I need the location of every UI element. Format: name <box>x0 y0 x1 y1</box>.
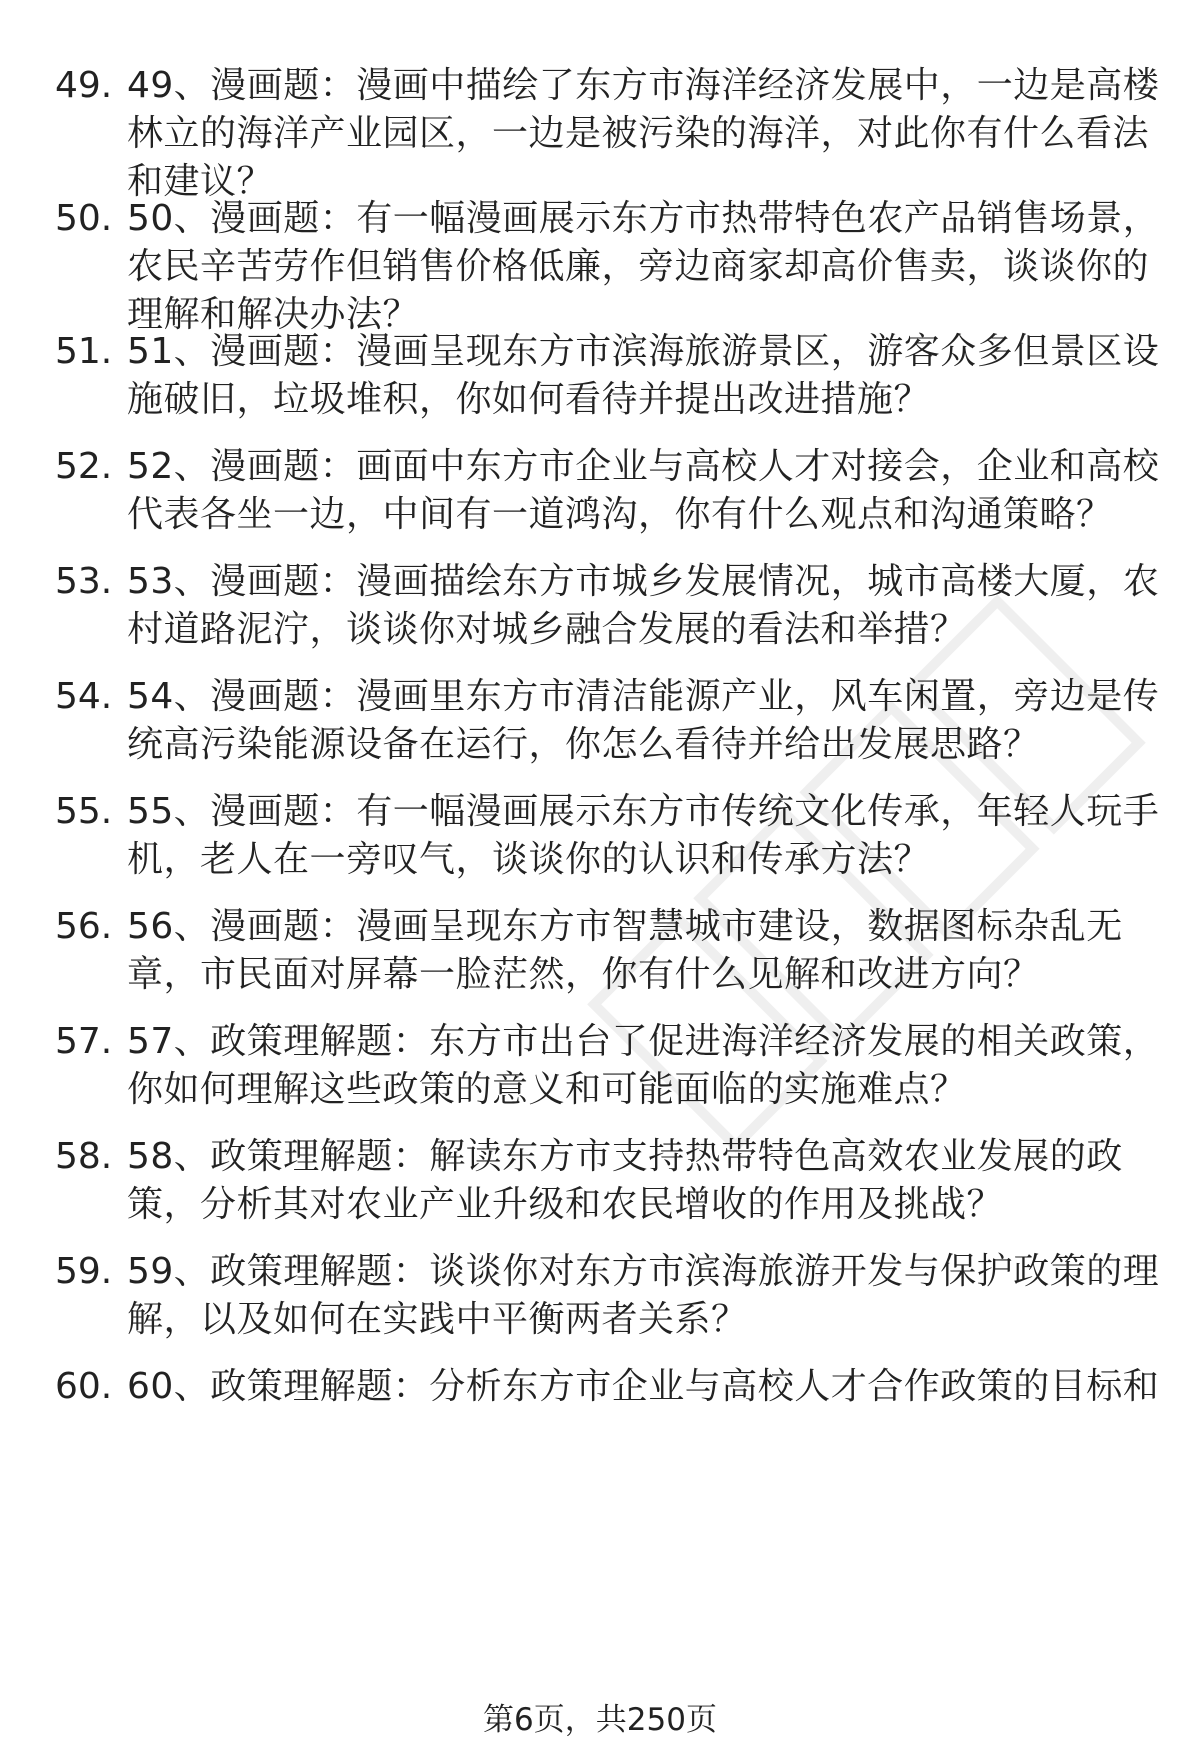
list-item <box>55 1018 1165 1133</box>
list-item <box>55 195 1165 335</box>
question-number: 51. <box>55 331 113 372</box>
list-item <box>55 1248 1165 1363</box>
question-number: 56. <box>55 906 113 947</box>
page-footer: 第6页，共250页 <box>483 1702 717 1738</box>
question-number: 55. <box>55 791 113 832</box>
question-text: 54、漫画题：漫画里东方市清洁能源产业，风车闲置，旁边是传统高污染能源设备在运行，你怎么看待并给出发展思路？ <box>127 676 1160 765</box>
list-item <box>55 443 1165 558</box>
list-item <box>55 1133 1165 1248</box>
question-number: 58. <box>55 1136 113 1177</box>
question-text: 52、漫画题：画面中东方市企业与高校人才对接会，企业和高校代表各坐一边，中间有一道鸿沟，你有什么观点和沟通策略？ <box>127 446 1160 535</box>
question-text: 50、漫画题：有一幅漫画展示东方市热带特色农产品销售场景，农民辛苦劳作但销售价格低廉，旁边商家却高价售卖，谈谈你的理解和解决办法？ <box>127 198 1160 335</box>
question-text: 51、漫画题：漫画呈现东方市滨海旅游景区，游客众多但景区设施破旧，垃圾堆积，你如何看待并提出改进措施？ <box>127 331 1160 420</box>
list-item <box>55 673 1165 788</box>
question-number: 57. <box>55 1021 113 1062</box>
question-text: 57、政策理解题：东方市出台了促进海洋经济发展的相关政策，你如何理解这些政策的意义和可能面临的实施难点？ <box>127 1021 1160 1110</box>
question-number: 53. <box>55 561 113 602</box>
question-text: 53、漫画题：漫画描绘东方市城乡发展情况，城市高楼大厦，农村道路泥泞，谈谈你对城乡融合发展的看法和举措？ <box>127 561 1160 650</box>
question-number: 49. <box>55 65 113 106</box>
list-item <box>55 328 1165 443</box>
question-text: 60、政策理解题：分析东方市企业与高校人才合作政策的目标和 <box>127 1366 1160 1407</box>
question-list <box>55 62 1165 1423</box>
question-text: 59、政策理解题：谈谈你对东方市滨海旅游开发与保护政策的理解，以及如何在实践中平衡两者关系？ <box>127 1251 1160 1340</box>
question-text: 55、漫画题：有一幅漫画展示东方市传统文化传承，年轻人玩手机，老人在一旁叹气，谈谈你的认识和传承方法？ <box>127 791 1160 880</box>
list-item <box>55 1363 1165 1423</box>
question-text: 58、政策理解题：解读东方市支持热带特色高效农业发展的政策，分析其对农业产业升级和农民增收的作用及挑战？ <box>127 1136 1123 1225</box>
list-item <box>55 558 1165 673</box>
question-number: 52. <box>55 446 113 487</box>
question-text: 49、漫画题：漫画中描绘了东方市海洋经济发展中，一边是高楼林立的海洋产业园区，一边是被污染的海洋，对此你有什么看法和建议？ <box>127 65 1160 202</box>
list-item <box>55 903 1165 1018</box>
question-text: 56、漫画题：漫画呈现东方市智慧城市建设，数据图标杂乱无章，市民面对屏幕一脸茫然，你有什么见解和改进方向？ <box>127 906 1123 995</box>
question-number: 54. <box>55 676 113 717</box>
question-number: 59. <box>55 1251 113 1292</box>
list-item <box>55 788 1165 903</box>
list-item <box>55 62 1165 202</box>
question-number: 50. <box>55 198 113 239</box>
question-number: 60. <box>55 1366 113 1407</box>
